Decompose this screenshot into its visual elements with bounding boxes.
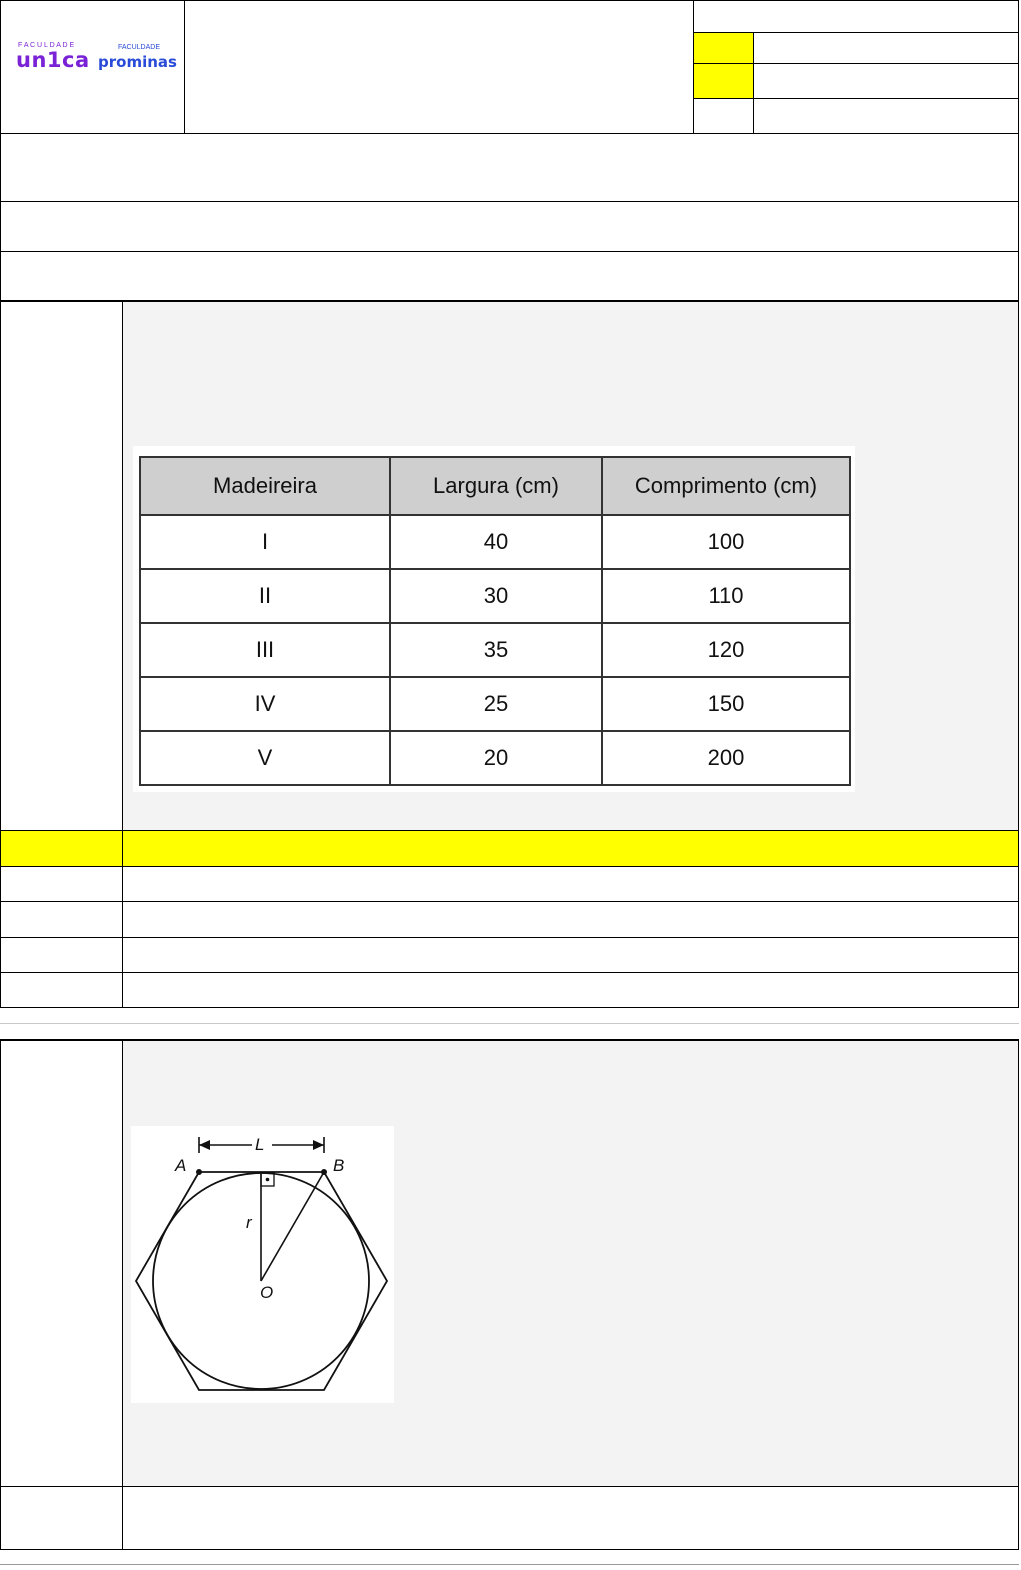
table-header: Largura (cm)	[390, 457, 602, 515]
logo-unica: un1ca	[16, 48, 90, 72]
table-cell: 40	[390, 515, 602, 569]
info-row	[0, 133, 1019, 202]
segment-ob	[261, 1172, 324, 1281]
label-l: L	[255, 1135, 265, 1154]
table-cell: 150	[602, 677, 850, 731]
lumber-table	[139, 456, 851, 786]
answer-row[interactable]	[0, 867, 1019, 901]
table-row	[140, 623, 850, 677]
lumber-table-image	[133, 446, 855, 792]
table-cell: III	[140, 623, 390, 677]
table-header: Comprimento (cm)	[602, 457, 850, 515]
table-row	[140, 731, 850, 785]
header-highlight-cell	[694, 64, 753, 98]
point-b	[321, 1169, 327, 1175]
table-row	[140, 569, 850, 623]
answer-row[interactable]	[0, 902, 1019, 937]
header-divider	[184, 0, 185, 134]
table-cell: I	[140, 515, 390, 569]
table-cell: 30	[390, 569, 602, 623]
label-r: r	[246, 1213, 252, 1232]
table-cell: 110	[602, 569, 850, 623]
hexagon-diagram	[131, 1126, 394, 1403]
table-cell: 100	[602, 515, 850, 569]
answer-row[interactable]	[0, 973, 1019, 1008]
table-cell: V	[140, 731, 390, 785]
header-highlight-cell	[694, 33, 753, 63]
info-row	[0, 251, 1019, 302]
table-cell: 120	[602, 623, 850, 677]
logo-faculdade-right: FACULDADE	[118, 44, 161, 51]
table-row	[140, 677, 850, 731]
page-bottom-rule	[0, 1564, 1019, 1565]
answer-row-correct[interactable]	[0, 830, 1019, 867]
institution-logo	[16, 40, 176, 76]
point-a	[196, 1169, 202, 1175]
hexagon-figure	[131, 1126, 394, 1403]
table-cell: II	[140, 569, 390, 623]
table-header: Madeireira	[140, 457, 390, 515]
label-a: A	[175, 1156, 187, 1175]
logo-prominas: prominas	[98, 53, 177, 71]
answer-row[interactable]	[0, 1487, 1019, 1550]
table-cell: 200	[602, 731, 850, 785]
answer-row[interactable]	[0, 938, 1019, 972]
table-cell: 20	[390, 731, 602, 785]
label-b: B	[333, 1156, 345, 1175]
label-o: O	[260, 1283, 274, 1302]
table-cell: IV	[140, 677, 390, 731]
table-cell: 35	[390, 623, 602, 677]
info-row	[0, 201, 1019, 252]
table-row	[140, 515, 850, 569]
table-header-row	[140, 457, 850, 515]
logo-faculdade-left: F A C U L D A D E	[18, 42, 75, 49]
page-separator	[0, 1023, 1019, 1024]
table-cell: 25	[390, 677, 602, 731]
